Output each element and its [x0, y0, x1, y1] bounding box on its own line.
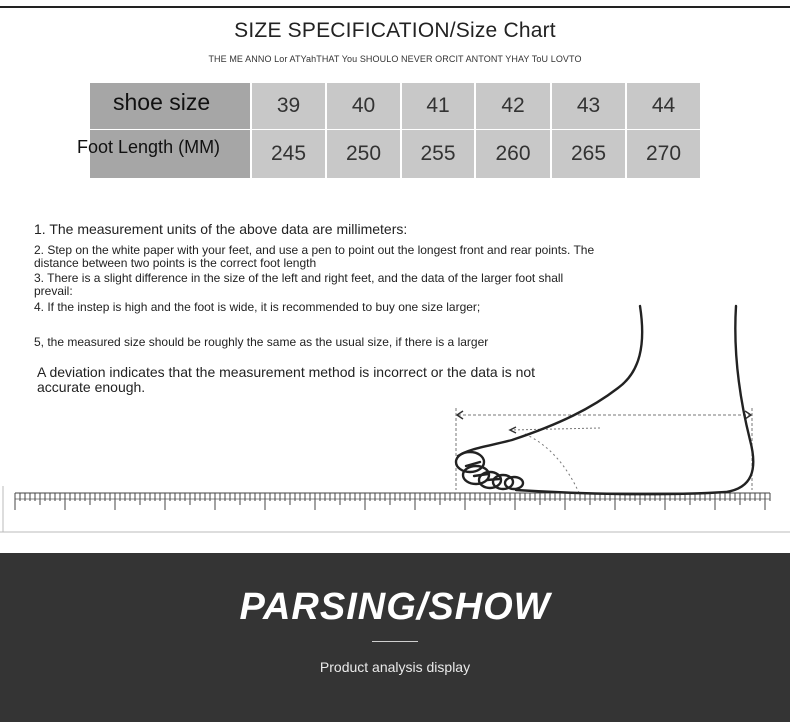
length-cell: 250 [327, 130, 400, 178]
top-divider [0, 6, 790, 8]
page-title: SIZE SPECIFICATION/Size Chart [234, 19, 556, 42]
size-cell: 41 [402, 83, 474, 129]
note-4: 4. If the instep is high and the foot is wide, it is recommended to buy one size larger; [34, 300, 481, 314]
page-subtitle: THE ME ANNO Lor ATYahTHAT You SHOULO NEVER ORCIT ANTONT YHAY ToU LOVTO [208, 54, 582, 64]
length-cell: 265 [552, 130, 625, 178]
row-label-foot-length: Foot Length (MM) [77, 137, 221, 157]
size-cell: 39 [252, 83, 325, 129]
length-cell: 260 [476, 130, 550, 178]
size-cell: 43 [552, 83, 625, 129]
length-cell: 245 [252, 130, 325, 178]
size-cell: 44 [627, 83, 700, 129]
length-cell: 270 [627, 130, 700, 178]
length-cell: 255 [402, 130, 474, 178]
size-cell: 40 [327, 83, 400, 129]
ruler-icon [15, 493, 770, 510]
note-3: 3. There is a slight difference in the size of the left and right feet, and the data of the larger foot shall prevail: [34, 271, 564, 298]
note-6: A deviation indicates that the measurement method is incorrect or the data is not accurate enough. [37, 364, 536, 395]
note-2: 2. Step on the white paper with your feet, and use a pen to point out the longest front and rear points. The distance between two points is the correct foot length [34, 243, 595, 270]
banner-subtitle: Product analysis display [319, 659, 471, 675]
banner-title: PARSING/SHOW [239, 586, 551, 628]
size-table [77, 83, 700, 178]
size-cell: 42 [476, 83, 550, 129]
banner-divider [372, 641, 418, 642]
foot-measurement-illustration [0, 300, 790, 540]
foot-icon [456, 306, 753, 494]
product-analysis-banner [0, 553, 790, 722]
note-1: 1. The measurement units of the above data are millimeters: [34, 221, 408, 237]
note-5: 5, the measured size should be roughly the same as the usual size, if there is a larger [34, 335, 489, 349]
row-label-shoe-size: shoe size [113, 89, 211, 115]
